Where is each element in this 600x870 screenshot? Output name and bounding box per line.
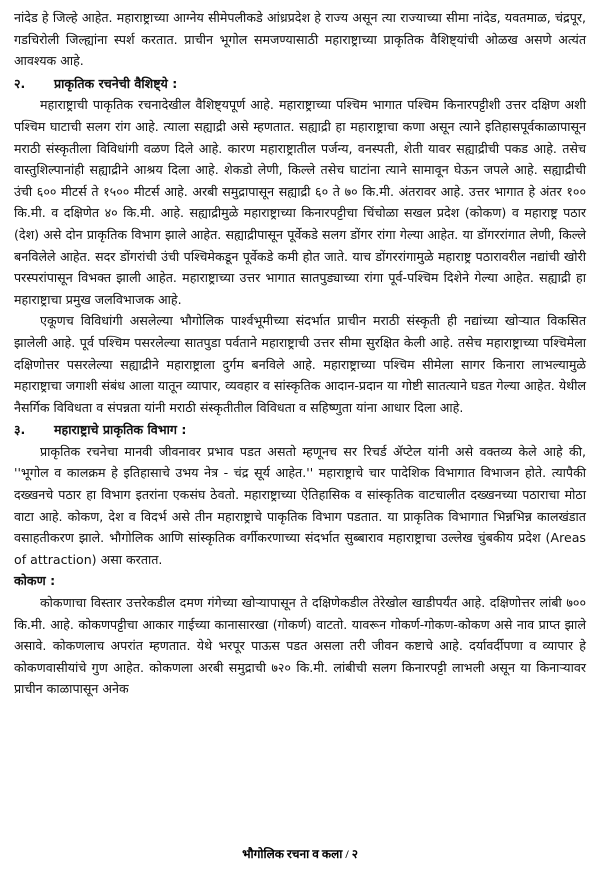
section-2-paragraph-2: एकूणच विविधांगी असलेल्या भौगोलिक पार्श्वभूमीच्या संदर्भात प्राचीन मराठी संस्कृती ही नद्यांच्या खोऱ्यात विकसित झालेली आहे. पूर्व पश्चिम पसरलेल्या सातपुडा पर्वताने महाराष्ट्राची उत्तर सीमा सुरक्षित केली आहे. तसेच महाराष्ट्राच्या पश्चिमेला दक्षिणोत्तर पसरलेल्या सह्याद्रीने महाराष्ट्राला दुर्गम बनविले आहे. महाराष्ट्राच्या पश्चिम सीमेला सागर किनारा लाभल्यामुळे महाराष्ट्राचा जगाशी संबंध आला यातून व्यापार, व्यवहार व सांस्कृतिक आदान-प्रदान या गोष्टी सातत्याने घडत गेल्या आहेत. येथील नैसर्गिक विविधता व संपन्नता यांनी मराठी संस्कृतीतील विविधता व सहिष्णुता यांना आधार दिला आहे.: [14, 313, 586, 415]
section-3-paragraph-1: प्राकृतिक रचनेचा मानवी जीवनावर प्रभाव पडत असतो म्हणूनच सर रिचर्ड ॲप्टेल यांनी असे वक्तव्य केले आहे की, ''भूगोल व कालक्रम हे इतिहासाचे उभय नेत्र - चंद्र सूर्य आहेत.'' महाराष्ट्राचे चार पादेशिक विभागात विभाजन होते. त्यापैकी दख्खनचे पठार हा विभाग इतरांना एकसंघ ठेवतो. महाराष्ट्राच्या ऐतिहासिक व सांस्कृतिक वाटचालीत दख्खनच्या पठाराचा मोठा वाटा आहे. कोकण, देश व विदर्भ असे तीन महाराष्ट्राचे पाकृतिक विभाग पडतात. या प्राकृतिक विभागात भिन्नभिन्न कालखंडात वसाहतीकरण झाले. भौगोलिक आणि सांस्कृतिक वर्गीकरणाच्या संदर्भात सुब्बाराव महाराष्ट्राचा उल्लेख चुंबकीय प्रदेश (Areas of attraction) असा करतात.: [14, 443, 586, 567]
section-3-heading: [14, 419, 586, 441]
section-2-title: प्राकृतिक रचनेची वैशिष्ट्ये :: [54, 75, 178, 91]
section-2-heading: [14, 73, 586, 95]
kokan-paragraph-1: कोकणाचा विस्तार उत्तरेकडील दमण गंगेच्या खोऱ्यापासून ते दक्षिणेकडील तेरेखोल खाडीपर्यंत आहे. दक्षिणोत्तर लांबी ७०० कि.मी. आहे. कोकणपट्टीचा आकार गाईच्या कानासारखा (गोकर्ण) वाटतो. यावरून गोकर्ण-गोकण-कोकण असे नाव प्राप्त झाले असावे. कोकणलाच अपरांत म्हणतात. येथे भरपूर पाऊस पडत असला तरी जीवन कष्टाचे आहे. दर्यावर्दीपणा व व्यापार हे कोकणवासीयांचे गुण आहेत. कोकणला अरबी समुद्राची ७२० कि.मी. लांबीची सलग किनारपट्टी लाभली असून या किनाऱ्यावर प्राचीन काळापासून अनेक: [14, 595, 586, 697]
section-3-number: ३.: [14, 422, 26, 438]
section-3-title: महाराष्ट्राचे प्राकृतिक विभाग :: [54, 422, 187, 438]
intro-paragraph: नांदेड हे जिल्हे आहेत. महाराष्ट्राच्या आग्नेय सीमेपलीकडे आंध्रप्रदेश हे राज्य असून त्या राज्याच्या सीमा नांदेड, यवतमाळ, चंद्रपूर, गडचिरोली जिल्ह्यांना स्पर्श करतात. प्राचीन भूगोल समजण्यासाठी महाराष्ट्राच्या प्राकृतिक वैशिष्ट्यांची ओळख असणे अत्यंत आवश्यक आहे.: [14, 10, 586, 69]
section-2-number: २.: [14, 75, 26, 91]
page-footer: भौगोलिक रचना व कला / २: [242, 847, 358, 861]
section-2-paragraph-1: महाराष्ट्राची पाकृतिक रचनादेखील वैशिष्ट्यपूर्ण आहे. महाराष्ट्राच्या पश्चिम भागात पश्चिम किनारपट्टीशी उत्तर दक्षिण अशी पश्चिम घाटाची सलग रांग आहे. त्याला सह्याद्री असे म्हणतात. सह्याद्री हा महाराष्ट्राचा कणा असून त्याने इतिहासपूर्वकाळापासून मराठी संस्कृतीला विविधांगी वळण दिले आहे. कारण महाराष्ट्रातील पर्जन्य, वनस्पती, शेती यावर सह्याद्रीची पकड आहे. तसेच वास्तुशिल्पानांही सह्याद्रीने आश्रय दिला आहे. शेकडो लेणी, किल्ले तसेच घाटांना त्याने सामावून घेऊन जपले आहे. सह्याद्रीची उंची ६०० मीटर्स ते १५०० मीटर्स आहे. अरबी समुद्रापासून सह्याद्री ६० ते ७० कि.मी. अंतरावर आहे. उत्तर भागात हे अंतर १०० कि.मी. व दक्षिणेत ४० कि.मी. आहे. सह्याद्रीमुळे महाराष्ट्राच्या किनारपट्टीचा चिंचोळा सखल प्रदेश (कोकण) व महाराष्ट्र पठार (देश) असे दोन प्राकृतिक विभाग झाले आहेत. सह्याद्रीपासून पूर्वेकडे सलग डोंगर रांगा गेल्या आहेत. या डोंगररांगात लेणी, किल्ले बनविलेले आहेत. सदर डोंगरांची उंची पश्चिमेकडून पूर्वेकडे कमी होत जाते. याच डोंगररांगामुळे महाराष्ट्र पठारावरील नद्यांची खोरी परस्परांपासून विभक्त झाली आहेत. महाराष्ट्राच्या उत्तर भागात सातपुड्याच्या रांगा पूर्व-पश्चिम दिशेने गेल्या आहेत. सह्याद्री हा महाराष्ट्राचा प्रमुख जलविभाजक आहे.: [14, 97, 586, 307]
kokan-heading: कोकण :: [14, 573, 56, 589]
